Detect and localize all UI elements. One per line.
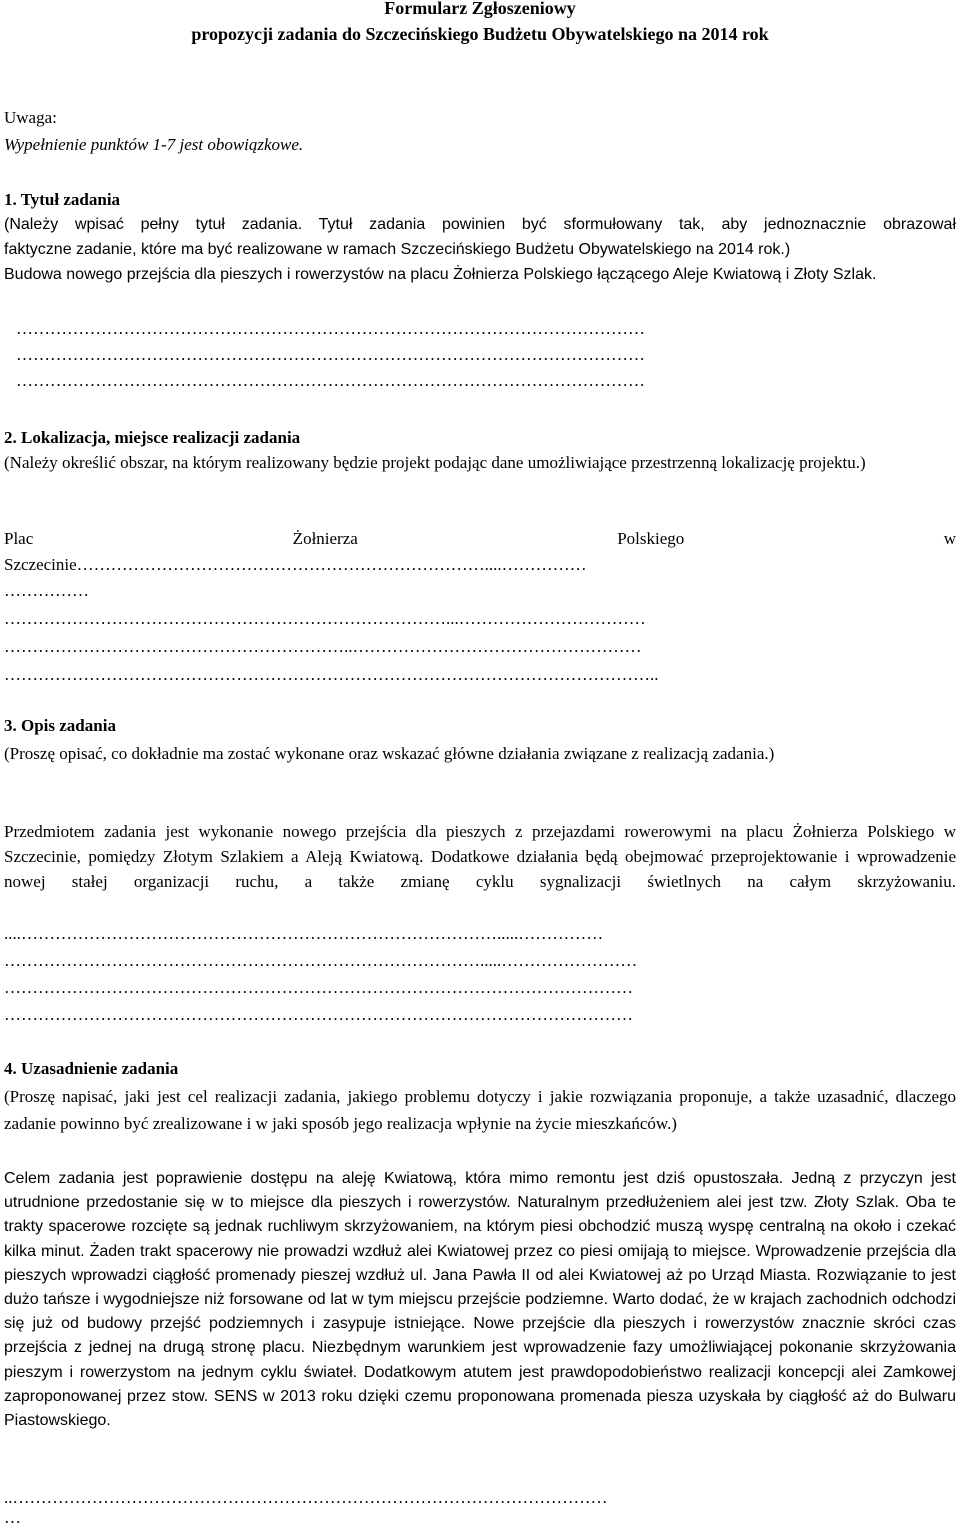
section-1-dots-1: ………………………………………………………………………………………………… <box>16 319 645 338</box>
form-subtitle: propozycji zadania do Szczecińskiego Budżetu Obywatelskiego na 2014 rok <box>191 24 769 44</box>
section-4-answer: Celem zadania jest poprawienie dostępu na aleję Kwiatową, która mimo remontu jest dziś opustoszała. Jedną z przyczyn jest utrudnione przedostanie się w to miejsce dla pieszych i rowerzystów. Naturalnym przedłużeniem alei jest tzw. Złoty Szlak. Oba te trakty spacerowe rozcięte są jednak ruchliwym skrzyżowaniem, na którym piesi obchodzić muszą wyspę centralną na około i czekać kilka minut. Żaden trakt spacerowy nie prowadzi wzdłuż alei Kwiatowej przez co piesi omijają to miejsce. Wprowadzenie przejścia dla pieszych wprowadzi ciągłość promenady pieszej wzdłuż ul. Jana Pawła II od alei Kwiatowej aż po Urząd Miasta. Rozwiązanie to jest dużo tańsze i wygodniejsze niż forsowane od lat w tym miejscu przejście podziemne. Warto dodać, że w krajach zachodnich odchodzi się już od budowy przejść podziemnych i zasypuje istniejące. Nowe przejście dla pieszych i rowerzystów znacznie skróci czas przejścia z jednej na drugą stronę placu. Niezbędnym warunkiem jest wprowadzenie fazy umożliwiającej pokonanie skrzyżowania pieszym i rowerzystom na jednym cyklu świateł. Dodatkowym atutem jest prawdopodobieństwo realizacji koncepcji alei Zamkowej zaproponowanej przez stow. SENS w 2013 roku dzięki czemu proponowana promenada piesza uzyskała by ciągłość aż do Bulwaru Piastowskiego. <box>4 1170 956 1430</box>
note-label: Uwaga: <box>4 108 57 127</box>
section-2-dots-4: …………………………………………………………………………………………………….. <box>4 665 659 684</box>
section-1-instruction-line1: (Należy wpisać pełny tytuł zadania. Tytuł zadania powinien być sformułowany tak, aby jednoznacznie obrazował <box>4 216 956 233</box>
section-3-instruction: (Proszę opisać, co dokładnie ma zostać wykonane oraz wskazać główne działania związane z realizacją zadania.) <box>4 744 775 763</box>
section-2-answer-line1: Plac Żołnierza Polskiego w <box>4 529 956 548</box>
section-3-dots-1: ....………………………………………………………………………….....…………… <box>4 924 604 943</box>
section-2-heading: 2. Lokalizacja, miejsce realizacji zadania <box>4 428 301 447</box>
section-4-dots-2: … <box>4 1508 21 1527</box>
section-2-dots-2: ……………………………………………………………………...…………………………… <box>4 609 646 628</box>
section-2-dots-1: …………… <box>4 581 89 600</box>
section-1-dots-3: ………………………………………………………………………………………………… <box>16 371 645 390</box>
section-2-instruction: (Należy określić obszar, na którym realizowany będzie projekt podając dane umożliwiające przestrzenną lokalizację projektu.) <box>4 453 866 472</box>
section-1-instruction-line2: faktyczne zadanie, które ma być realizowane w ramach Szczecińskiego Budżetu Obywatelskiego na 2014 rok.) <box>4 241 791 258</box>
section-3-answer: Przedmiotem zadania jest wykonanie nowego przejścia dla pieszych z przejazdami rowerowymi na placu Żołnierza Polskiego w Szczecinie, pomiędzy Złotym Szlakiem a Aleją Kwiatową. Dodatkowe działania będą obejmować przeprojektowanie i wprowadzenie nowej stałej organizacji ruchu, a także zmianę cyklu sygnalizacji świetlnych na całym skrzyżowaniu. <box>4 822 956 891</box>
note-text <box>4 132 956 157</box>
section-2-dots-3: ……………………………………………………..…………………………………………… <box>4 637 642 656</box>
section-3-dots-2: ………………………………………………………………………….....…………………… <box>4 951 638 970</box>
section-2-answer-line2: Szczecinie………………………………………………………………....…………… <box>4 555 587 574</box>
section-3-dots-3: ………………………………………………………………………………………………… <box>4 978 633 997</box>
section-4-dots-1: ..…………………………………………………………………………………………… <box>4 1488 608 1507</box>
section-4-instruction: (Proszę napisać, jaki jest cel realizacji zadania, jakiego problemu dotyczy i jakie rozwiązania proponuje, a także uzasadnić, dlaczego zadanie powinno być zrealizowane i w jaki sposób jego realizacja wpłynie na życie mieszkańców.) <box>4 1087 956 1133</box>
section-1-answer: Budowa nowego przejścia dla pieszych i rowerzystów na placu Żołnierza Polskiego łączącego Aleje Kwiatową i Złoty Szlak. <box>4 266 877 283</box>
section-4-heading: 4. Uzasadnienie zadania <box>4 1059 179 1078</box>
section-3-dots-4: ………………………………………………………………………………………………… <box>4 1005 633 1024</box>
section-1-dots-2: ………………………………………………………………………………………………… <box>16 345 645 364</box>
section-1-heading: 1. Tytuł zadania <box>4 190 121 209</box>
section-3-heading: 3. Opis zadania <box>4 716 116 735</box>
note-text-value: Wypełnienie punktów 1-7 jest obowiązkowe. <box>4 135 304 154</box>
form-title: Formularz Zgłoszeniowy <box>384 0 576 18</box>
